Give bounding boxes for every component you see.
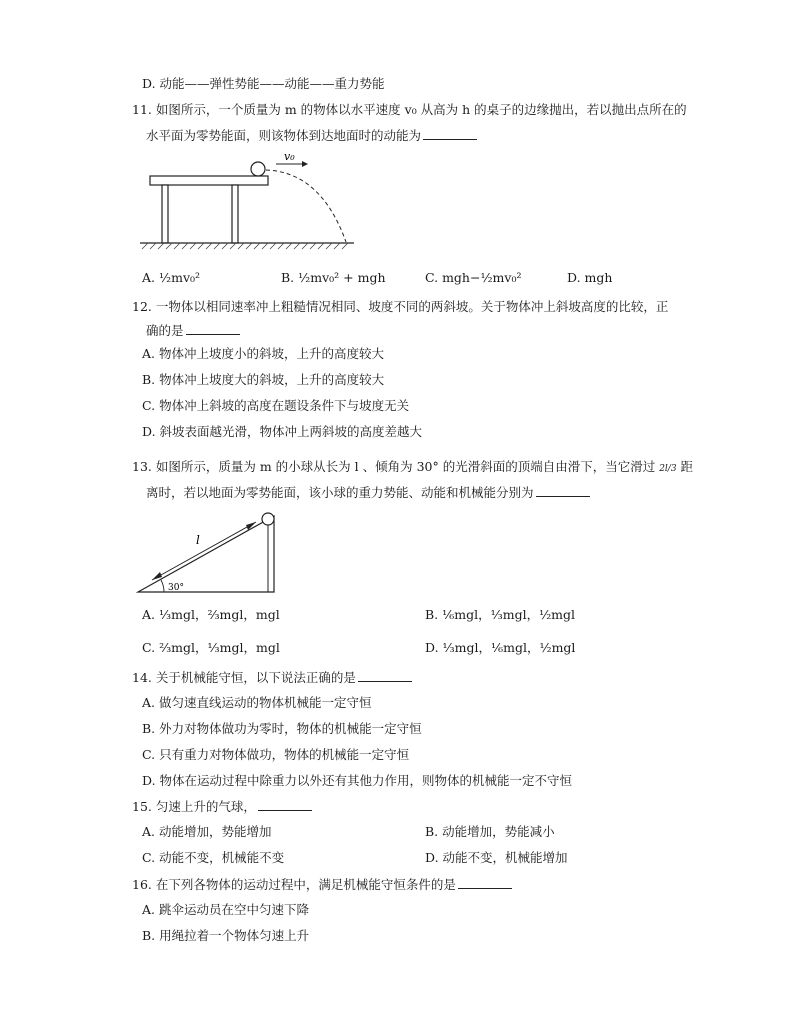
q12-option-b[interactable]: B. 物体冲上坡度大的斜坡，上升的高度较大 [142, 372, 385, 387]
q13-option-a[interactable]: A. ⅓mgl，⅔mgl，mgl [142, 607, 280, 622]
q13-incline-figure [134, 508, 284, 598]
q14-answer-blank[interactable] [358, 669, 412, 682]
q10-option-d: D. 动能——弹性势能——动能——重力势能 [142, 76, 385, 91]
q13-option-b[interactable]: B. ⅙mgl，⅓mgl，½mgl [425, 607, 576, 622]
q14-stem-wrap [132, 669, 412, 687]
q16-stem-wrap [132, 876, 512, 894]
angle-label: 30° [168, 583, 184, 593]
q12-option-d[interactable]: D. 斜坡表面越光滑，物体冲上两斜坡的高度差越大 [142, 424, 423, 439]
q15-option-d[interactable]: D. 动能不变，机械能增加 [425, 850, 568, 865]
velocity-arrowhead [302, 161, 308, 167]
q14-stem: 14. 关于机械能守恒，以下说法正确的是 [132, 670, 356, 685]
q13-stem-line1b: 距 [680, 459, 694, 474]
q13-stem-line1 [132, 458, 693, 478]
q11-stem-line2: 水平面为零势能面，则该物体到达地面时的动能为 [146, 128, 422, 143]
q15-stem-wrap [132, 798, 312, 816]
q12-option-c[interactable]: C. 物体冲上斜坡的高度在题设条件下与坡度无关 [142, 398, 410, 413]
ball [262, 513, 274, 525]
q16-option-b[interactable]: B. 用绳拉着一个物体匀速上升 [142, 928, 310, 943]
table-leg-left [162, 185, 168, 243]
q13-stem-line2-wrap [146, 484, 590, 502]
q13-answer-blank[interactable] [536, 484, 590, 497]
q13-option-d[interactable]: D. ⅓mgl，⅙mgl，½mgl [425, 640, 576, 655]
q11-option-d[interactable]: D. mgh [567, 270, 613, 285]
q11-option-c[interactable]: C. mgh−½mv₀² [425, 270, 522, 285]
q13-fraction: 2l/3 [659, 464, 677, 474]
q11-table-figure [136, 150, 366, 255]
trajectory-dashed [266, 170, 346, 242]
velocity-label: v₀ [284, 150, 295, 163]
q14-option-b[interactable]: B. 外力对物体做功为零时，物体的机械能一定守恒 [142, 721, 422, 736]
q14-option-d[interactable]: D. 物体在运动过程中除重力以外还有其他力作用，则物体的机械能一定不守恒 [142, 773, 573, 788]
q16-answer-blank[interactable] [458, 876, 512, 889]
q15-stem: 15. 匀速上升的气球， [132, 799, 256, 814]
q15-option-c[interactable]: C. 动能不变，机械能不变 [142, 850, 285, 865]
q16-option-a[interactable]: A. 跳伞运动员在空中匀速下降 [142, 902, 309, 917]
ball [251, 162, 265, 176]
ground-hatch [142, 243, 348, 249]
q12-stem-line2-wrap [146, 322, 240, 340]
q11-option-a[interactable]: A. ½mv₀² [142, 270, 201, 285]
q11-stem-line1: 11. 如图所示，一个质量为 m 的物体以水平速度 v₀ 从高为 h 的桌子的边缘抛出，若以抛出点所在的 [132, 102, 687, 117]
q12-answer-blank[interactable] [186, 322, 240, 335]
q12-option-a[interactable]: A. 物体冲上坡度小的斜坡，上升的高度较大 [142, 346, 384, 361]
q16-stem: 16. 在下列各物体的运动过程中，满足机械能守恒条件的是 [132, 877, 456, 892]
length-label: l [196, 533, 200, 547]
q11-stem-line2-wrap [146, 127, 477, 145]
q13-stem-line1a: 13. 如图所示，质量为 m 的小球从长为 l 、倾角为 30° 的光滑斜面的顶端自由滑下，当它滑过 [132, 459, 656, 474]
q11-answer-blank[interactable] [423, 127, 477, 140]
q15-option-a[interactable]: A. 动能增加，势能增加 [142, 824, 272, 839]
q15-answer-blank[interactable] [258, 798, 312, 811]
table-top [150, 176, 268, 185]
q13-option-c[interactable]: C. ⅔mgl，⅓mgl，mgl [142, 640, 280, 655]
q14-option-a[interactable]: A. 做匀速直线运动的物体机械能一定守恒 [142, 695, 372, 710]
table-leg-right [232, 185, 238, 243]
q14-option-c[interactable]: C. 只有重力对物体做功，物体的机械能一定守恒 [142, 747, 410, 762]
q12-stem-line2: 确的是 [146, 323, 184, 338]
q12-stem-line1: 12. 一物体以相同速率冲上粗糙情况相同、坡度不同的两斜坡。关于物体冲上斜坡高度的比较，正 [132, 299, 669, 314]
q15-option-b[interactable]: B. 动能增加，势能减小 [425, 824, 555, 839]
q13-stem-line2: 离时，若以地面为零势能面，该小球的重力势能、动能和机械能分别为 [146, 485, 534, 500]
q11-option-b[interactable]: B. ½mv₀² + mgh [281, 270, 386, 285]
incline-triangle [138, 516, 274, 592]
